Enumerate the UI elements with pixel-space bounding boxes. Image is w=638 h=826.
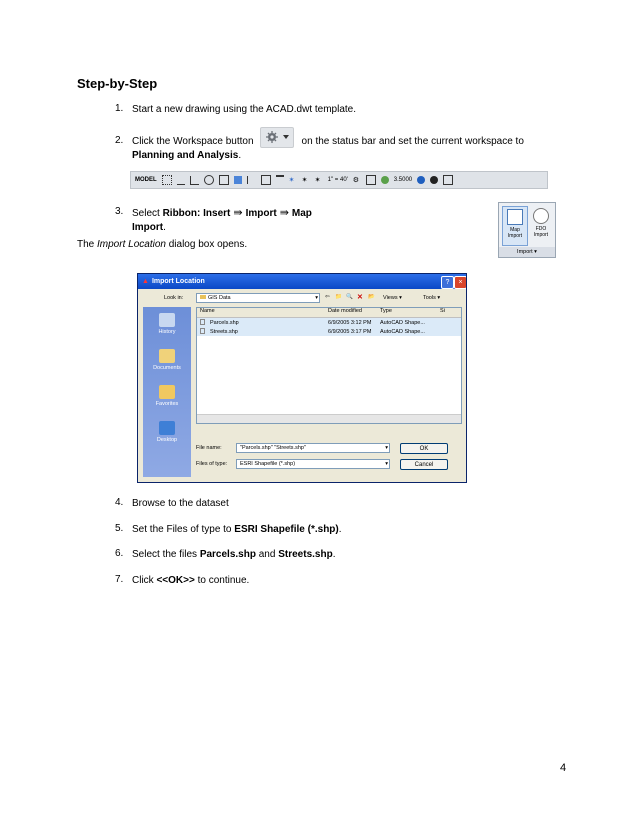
look-in-select[interactable]	[196, 293, 320, 303]
shapefile-icon	[200, 328, 205, 334]
import-panel-label[interactable]: Import ▾	[499, 247, 555, 257]
sidebar-label: Favorites	[155, 401, 179, 407]
views-label: Views	[383, 295, 398, 301]
chevron-down-icon: ▾	[385, 445, 388, 451]
file-type: AutoCAD Shape...	[380, 319, 425, 326]
dialog-titlebar	[138, 274, 466, 289]
horizontal-scrollbar[interactable]	[197, 414, 461, 423]
column-date[interactable]: Date modified	[328, 308, 362, 314]
step-4-number: 4.	[115, 497, 124, 508]
dynucs-icon[interactable]	[247, 176, 256, 184]
close-button[interactable]: ×	[454, 276, 467, 289]
help-button[interactable]: ?	[441, 276, 454, 289]
history-icon	[159, 313, 175, 327]
chevron-down-icon: ▾	[315, 295, 318, 301]
step-7-text	[132, 574, 249, 588]
arrow-icon: ⇛	[233, 207, 243, 219]
step-3-pre: Select	[132, 208, 163, 219]
file-name-value: "Parcels.shp" "Streets.shp"	[240, 445, 306, 451]
file-name-label: File name:	[196, 445, 222, 451]
step-5-text	[132, 523, 342, 537]
step-6-streets: Streets.shp	[278, 549, 333, 560]
step-6-end: .	[332, 549, 336, 560]
column-type[interactable]: Type	[380, 308, 392, 314]
new-folder-icon[interactable]: 📂	[368, 294, 375, 300]
places-sidebar	[143, 307, 191, 477]
workspace-button[interactable]	[260, 127, 294, 148]
page-heading: Step-by-Step	[77, 76, 158, 91]
delete-icon[interactable]: ✕	[357, 294, 363, 301]
step-2-workspace: Planning and Analysis	[132, 150, 239, 161]
step-3-import: Import	[245, 208, 277, 219]
step-7-pre: Click	[132, 575, 157, 586]
arrow-icon: ⇛	[279, 207, 289, 219]
fdo-import-label: FDO Import	[533, 226, 549, 238]
model-label[interactable]: MODEL	[135, 177, 157, 183]
annotation-icon[interactable]: ✶	[288, 177, 295, 184]
file-row[interactable]	[197, 318, 461, 327]
documents-icon	[159, 349, 175, 363]
file-list-header	[197, 308, 461, 318]
step-1-number: 1.	[115, 103, 124, 114]
lock-icon[interactable]	[366, 175, 376, 185]
osnap-icon[interactable]	[219, 175, 229, 185]
step-7-end: to continue.	[194, 575, 250, 586]
step-2-pre: Click the Workspace button	[132, 136, 254, 147]
file-row[interactable]	[197, 327, 461, 336]
dyn-input-icon[interactable]	[261, 175, 271, 185]
sidebar-label: History	[158, 329, 176, 335]
step-5-pre: Set the Files of type to	[132, 524, 235, 535]
step-4-text: Browse to the dataset	[132, 498, 229, 509]
shapefile-icon	[200, 319, 205, 325]
file-type-value: ESRI Shapefile (*.shp)	[240, 461, 296, 467]
dialog-intro	[77, 238, 247, 252]
file-name: Parcels.shp	[210, 319, 239, 326]
up-folder-icon[interactable]: 📁	[335, 294, 342, 300]
step-5-end: .	[338, 524, 342, 535]
step-6-mid: and	[255, 549, 279, 560]
status-bar	[130, 171, 548, 189]
intro-post: dialog box opens.	[165, 239, 248, 250]
step-5-filetype: ESRI Shapefile (*.shp)	[234, 524, 339, 535]
step-3-ribbon-insert: Ribbon: Insert	[162, 208, 231, 219]
step-2-text	[132, 135, 532, 163]
step-5-number: 5.	[115, 523, 124, 534]
map-import-icon	[507, 209, 523, 225]
coordinate-value[interactable]: 3.5000	[393, 177, 413, 183]
step-3-map: Map	[291, 208, 312, 219]
step-6-parcels: Parcels.shp	[199, 549, 256, 560]
intro-pre: The	[77, 239, 98, 250]
annotation-scale-value[interactable]: 1" = 40'	[327, 177, 348, 183]
sidebar-item-history[interactable]	[143, 313, 191, 335]
polar-icon[interactable]	[204, 175, 214, 185]
autocad-logo-icon: ▲	[142, 278, 149, 285]
map-import-label: Map Import	[507, 227, 523, 239]
sidebar-item-favorites[interactable]	[143, 385, 191, 407]
isolate-icon[interactable]	[417, 176, 425, 184]
hardware-icon[interactable]	[430, 176, 438, 184]
clean-screen-icon[interactable]	[443, 175, 453, 185]
sidebar-label: Documents	[153, 365, 181, 371]
sidebar-label: Desktop	[156, 437, 178, 443]
annotation-scale-icon[interactable]: ✶	[314, 177, 321, 184]
annotation-visibility-icon[interactable]: ✶	[301, 177, 308, 184]
step-6-text	[132, 548, 335, 562]
look-in-label: Look in:	[164, 295, 184, 301]
otrack-icon[interactable]	[234, 176, 242, 184]
search-web-icon[interactable]: 🔍	[346, 294, 353, 300]
gear-icon	[261, 128, 293, 147]
file-type: AutoCAD Shape...	[380, 328, 425, 335]
step-3-import-2: Import	[132, 222, 164, 233]
tools-label: Tools	[423, 295, 436, 301]
ortho-icon[interactable]	[190, 176, 199, 185]
fdo-import-button[interactable]	[529, 206, 553, 244]
step-3-number: 3.	[115, 206, 124, 217]
map-import-button[interactable]	[502, 206, 528, 246]
desktop-icon	[159, 421, 175, 435]
file-list[interactable]	[196, 307, 462, 424]
look-in-value: GIS Data	[208, 295, 231, 301]
file-type-select[interactable]	[236, 459, 390, 469]
file-name-input[interactable]	[236, 443, 390, 453]
fdo-import-icon	[533, 208, 549, 224]
step-3-text	[132, 206, 432, 235]
file-date: 6/9/2005 3:17 PM	[328, 328, 372, 335]
step-3-end: .	[163, 222, 166, 233]
cancel-button[interactable]: Cancel	[400, 459, 448, 470]
step-7-ok: <<OK>>	[156, 575, 195, 586]
step-6-number: 6.	[115, 548, 124, 559]
file-date: 6/9/2005 3:12 PM	[328, 319, 372, 326]
page-number: 4	[560, 762, 567, 774]
back-icon[interactable]: ⇦	[325, 294, 330, 300]
ribbon-import-panel	[498, 202, 556, 258]
import-location-dialog	[137, 273, 467, 483]
file-name: Streets.shp	[210, 328, 238, 335]
step-2-post: on the status bar and set the current workspace to	[301, 136, 524, 147]
step-6-pre: Select the files	[132, 549, 200, 560]
step-1-text: Start a new drawing using the ACAD.dwt template.	[132, 104, 357, 115]
views-menu[interactable]: Views ▾	[383, 295, 402, 301]
tools-menu[interactable]: Tools ▾	[423, 295, 441, 301]
coordinate-icon[interactable]	[381, 176, 389, 184]
file-type-label: Files of type:	[196, 461, 228, 467]
ok-button[interactable]: OK	[400, 443, 448, 454]
step-2-end: .	[238, 150, 242, 161]
chevron-down-icon: ▾	[385, 461, 388, 467]
column-size[interactable]: Si	[440, 308, 445, 314]
favorites-icon	[159, 385, 175, 399]
import-panel-text: Import	[517, 249, 533, 255]
column-name[interactable]: Name	[200, 308, 215, 314]
lineweight-icon[interactable]	[276, 175, 284, 185]
sidebar-item-documents[interactable]	[143, 349, 191, 371]
folder-icon	[200, 295, 206, 299]
sidebar-item-desktop[interactable]	[143, 421, 191, 443]
intro-dialog-name: Import Location	[97, 239, 166, 250]
step-2-number: 2.	[115, 135, 124, 146]
step-7-number: 7.	[115, 574, 124, 585]
dialog-title: Import Location	[151, 278, 205, 285]
grid-icon[interactable]	[162, 175, 172, 185]
snap-icon[interactable]	[177, 176, 185, 185]
workspace-gear-icon[interactable]: ⚙	[352, 177, 360, 184]
